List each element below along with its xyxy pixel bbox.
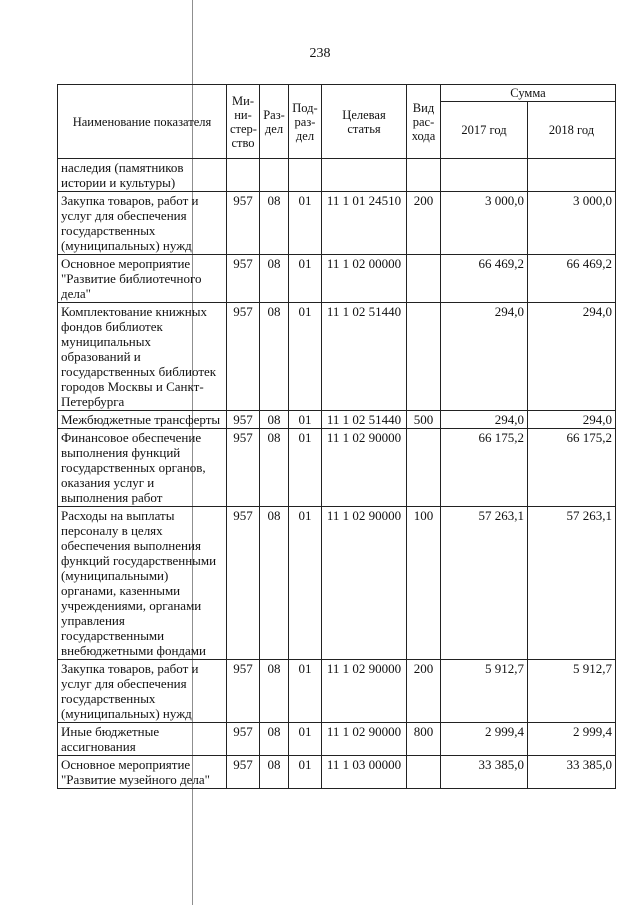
cell-2018: 66 175,2 bbox=[528, 429, 616, 507]
table-row bbox=[58, 756, 616, 789]
cell-2018: 57 263,1 bbox=[528, 507, 616, 660]
cell-target: 11 1 02 90000 bbox=[322, 507, 407, 660]
cell-subsection bbox=[289, 159, 322, 192]
cell-subsection: 01 bbox=[289, 192, 322, 255]
cell-expense-type bbox=[407, 255, 441, 303]
cell-ministry: 957 bbox=[227, 192, 260, 255]
table-row bbox=[58, 507, 616, 660]
cell-section: 08 bbox=[260, 303, 289, 411]
header-name: Наименование показателя bbox=[58, 85, 227, 159]
cell-name: Расходы на выплаты персоналу в целях обеспечения выполнения функций государственными (муниципальными) органами, казенными учреждениями, органами управления государственными внебюджетными фондами bbox=[58, 507, 227, 660]
cell-target: 11 1 02 90000 bbox=[322, 429, 407, 507]
cell-target: 11 1 03 00000 bbox=[322, 756, 407, 789]
cell-section: 08 bbox=[260, 723, 289, 756]
cell-subsection: 01 bbox=[289, 756, 322, 789]
table-row bbox=[58, 159, 616, 192]
cell-section: 08 bbox=[260, 429, 289, 507]
cell-2017: 33 385,0 bbox=[441, 756, 528, 789]
cell-target: 11 1 02 51440 bbox=[322, 303, 407, 411]
cell-subsection: 01 bbox=[289, 303, 322, 411]
header-ministry: Ми- ни- стер- ство bbox=[227, 85, 260, 159]
table-row bbox=[58, 303, 616, 411]
cell-2018 bbox=[528, 159, 616, 192]
cell-2018: 2 999,4 bbox=[528, 723, 616, 756]
table-body bbox=[58, 159, 616, 789]
cell-2018: 5 912,7 bbox=[528, 660, 616, 723]
table-row bbox=[58, 411, 616, 429]
cell-section: 08 bbox=[260, 507, 289, 660]
cell-2018: 294,0 bbox=[528, 303, 616, 411]
cell-ministry: 957 bbox=[227, 756, 260, 789]
cell-section: 08 bbox=[260, 660, 289, 723]
cell-2017: 294,0 bbox=[441, 303, 528, 411]
table-row bbox=[58, 429, 616, 507]
cell-target bbox=[322, 159, 407, 192]
cell-section bbox=[260, 159, 289, 192]
header-sum: Сумма bbox=[441, 85, 616, 102]
cell-2018: 33 385,0 bbox=[528, 756, 616, 789]
cell-name: Межбюджетные трансферты bbox=[58, 411, 227, 429]
cell-2017: 5 912,7 bbox=[441, 660, 528, 723]
cell-ministry: 957 bbox=[227, 411, 260, 429]
header-year-2017: 2017 год bbox=[441, 102, 528, 159]
cell-ministry: 957 bbox=[227, 723, 260, 756]
cell-target: 11 1 01 24510 bbox=[322, 192, 407, 255]
cell-name: Закупка товаров, работ и услуг для обеспечения государственных (муниципальных) нужд bbox=[58, 660, 227, 723]
cell-name: Закупка товаров, работ и услуг для обеспечения государственных (муниципальных) нужд bbox=[58, 192, 227, 255]
header-target: Целевая статья bbox=[322, 85, 407, 159]
cell-2017: 294,0 bbox=[441, 411, 528, 429]
cell-name: Финансовое обеспечение выполнения функций государственных органов, оказания услуг и выполнения работ bbox=[58, 429, 227, 507]
cell-section: 08 bbox=[260, 255, 289, 303]
cell-ministry: 957 bbox=[227, 507, 260, 660]
cell-subsection: 01 bbox=[289, 507, 322, 660]
cell-expense-type: 200 bbox=[407, 192, 441, 255]
cell-2017: 2 999,4 bbox=[441, 723, 528, 756]
cell-section: 08 bbox=[260, 192, 289, 255]
cell-ministry: 957 bbox=[227, 303, 260, 411]
cell-subsection: 01 bbox=[289, 255, 322, 303]
cell-expense-type bbox=[407, 303, 441, 411]
cell-2017: 66 469,2 bbox=[441, 255, 528, 303]
header-expense-type: Вид рас- хода bbox=[407, 85, 441, 159]
cell-target: 11 1 02 90000 bbox=[322, 660, 407, 723]
table-row bbox=[58, 192, 616, 255]
cell-expense-type bbox=[407, 159, 441, 192]
cell-expense-type: 500 bbox=[407, 411, 441, 429]
cell-2018: 3 000,0 bbox=[528, 192, 616, 255]
table-row bbox=[58, 660, 616, 723]
header-section: Раз- дел bbox=[260, 85, 289, 159]
cell-target: 11 1 02 00000 bbox=[322, 255, 407, 303]
cell-subsection: 01 bbox=[289, 411, 322, 429]
cell-expense-type: 800 bbox=[407, 723, 441, 756]
cell-2017: 3 000,0 bbox=[441, 192, 528, 255]
cell-subsection: 01 bbox=[289, 429, 322, 507]
cell-ministry: 957 bbox=[227, 429, 260, 507]
cell-section: 08 bbox=[260, 756, 289, 789]
page-number: 238 bbox=[309, 46, 331, 61]
cell-target: 11 1 02 90000 bbox=[322, 723, 407, 756]
cell-name: наследия (памятников истории и культуры) bbox=[58, 159, 227, 192]
cell-name: Комплектование книжных фондов библиотек муниципальных образований и государственных библиотек городов Москвы и Санкт-Петербурга bbox=[58, 303, 227, 411]
cell-subsection: 01 bbox=[289, 660, 322, 723]
cell-expense-type: 100 bbox=[407, 507, 441, 660]
cell-ministry bbox=[227, 159, 260, 192]
cell-expense-type bbox=[407, 429, 441, 507]
table-row bbox=[58, 723, 616, 756]
cell-2017 bbox=[441, 159, 528, 192]
cell-subsection: 01 bbox=[289, 723, 322, 756]
table-row bbox=[58, 255, 616, 303]
cell-name: Основное мероприятие "Развитие библиотечного дела" bbox=[58, 255, 227, 303]
cell-2018: 66 469,2 bbox=[528, 255, 616, 303]
cell-expense-type: 200 bbox=[407, 660, 441, 723]
cell-target: 11 1 02 51440 bbox=[322, 411, 407, 429]
cell-section: 08 bbox=[260, 411, 289, 429]
table-header bbox=[58, 85, 616, 159]
cell-expense-type bbox=[407, 756, 441, 789]
cell-2017: 57 263,1 bbox=[441, 507, 528, 660]
header-subsection: Под- раз- дел bbox=[289, 85, 322, 159]
cell-2018: 294,0 bbox=[528, 411, 616, 429]
header-year-2018: 2018 год bbox=[528, 102, 616, 159]
cell-name: Основное мероприятие "Развитие музейного дела" bbox=[58, 756, 227, 789]
budget-table bbox=[57, 84, 616, 789]
cell-ministry: 957 bbox=[227, 660, 260, 723]
cell-ministry: 957 bbox=[227, 255, 260, 303]
cell-2017: 66 175,2 bbox=[441, 429, 528, 507]
cell-name: Иные бюджетные ассигнования bbox=[58, 723, 227, 756]
